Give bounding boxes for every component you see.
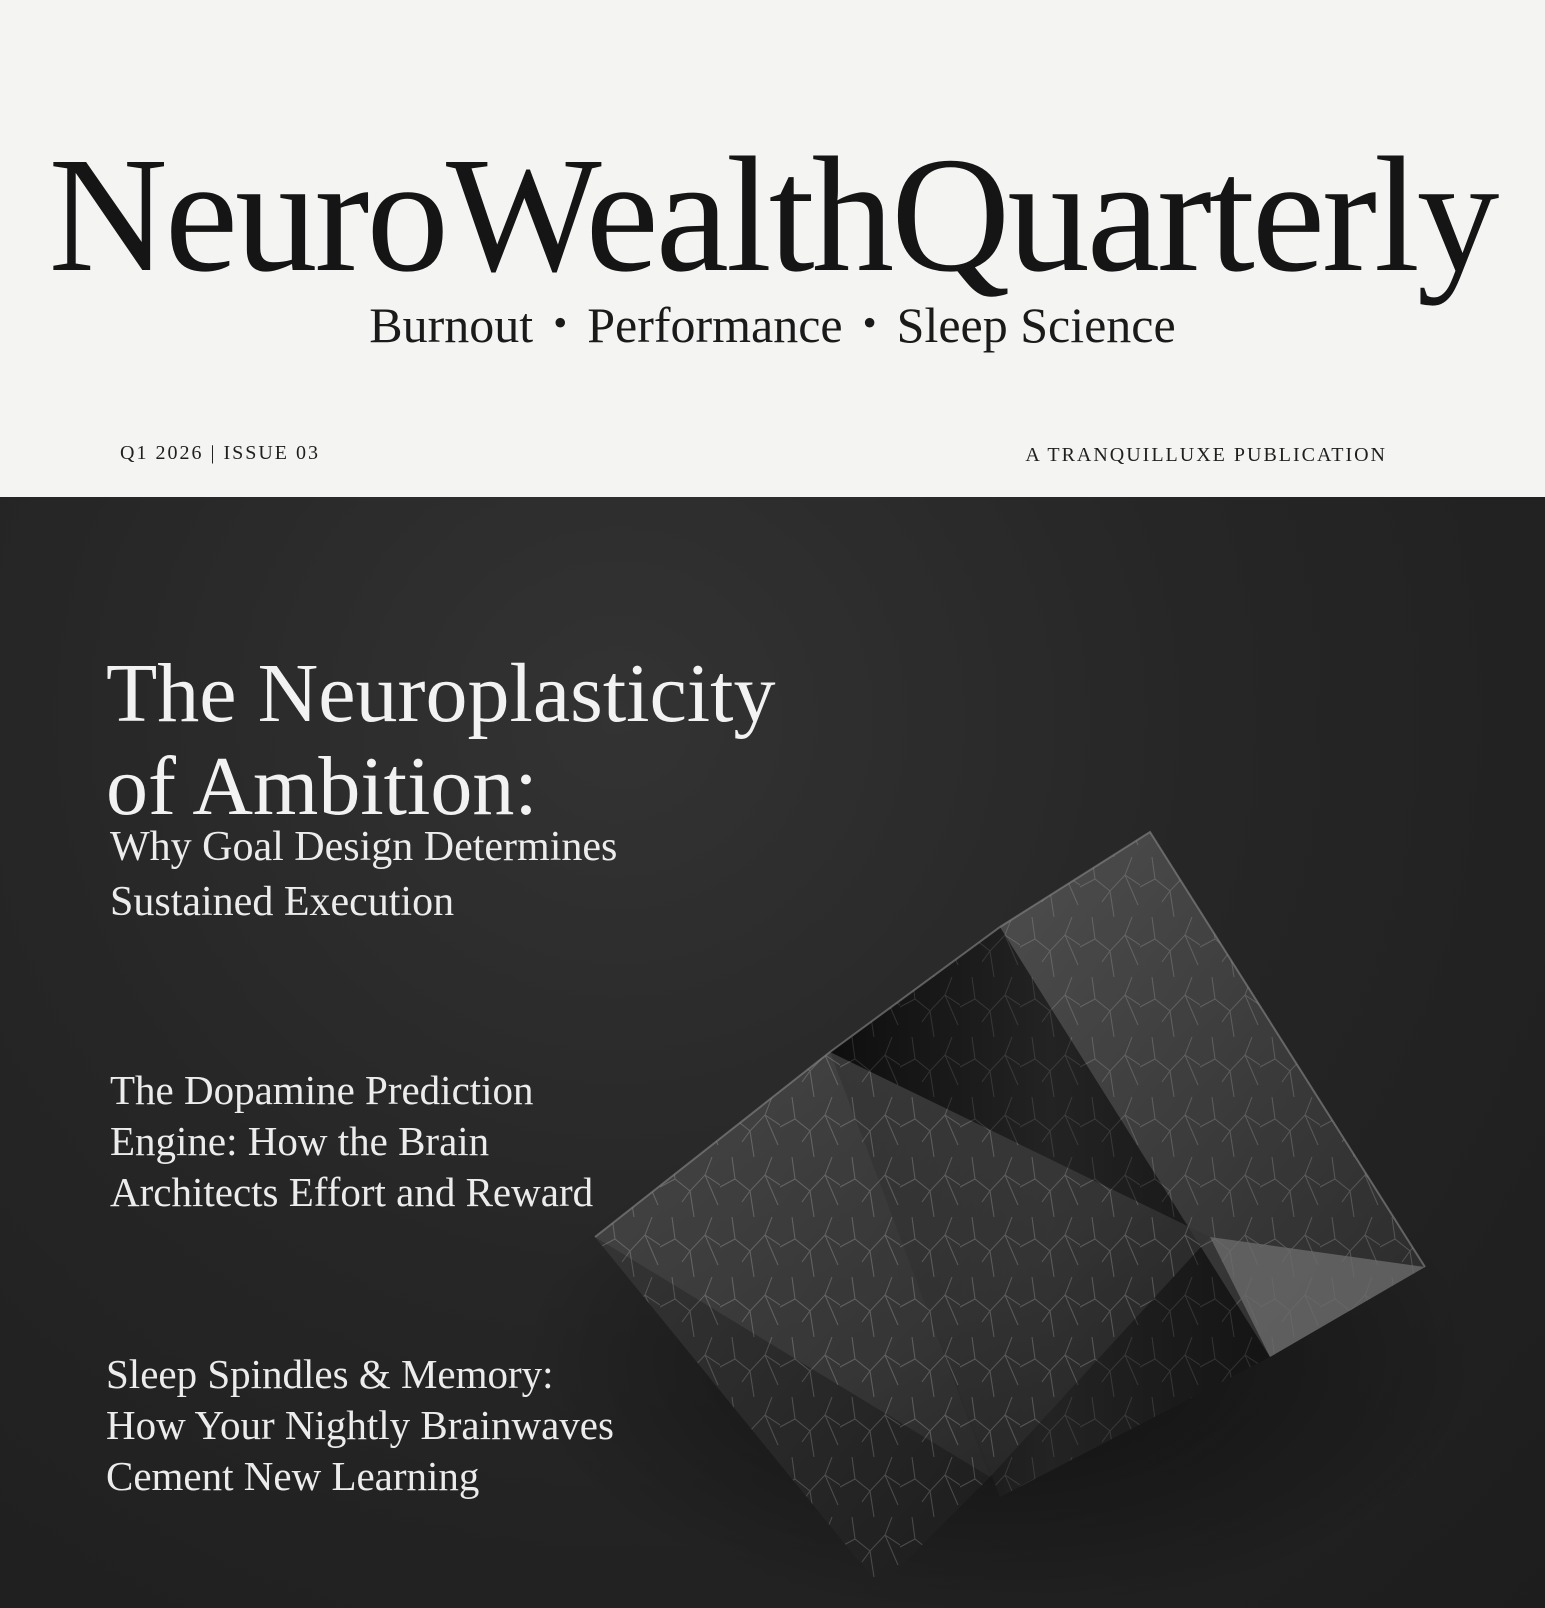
tagline: [0, 297, 1545, 353]
cover-feature: [0, 497, 1545, 1608]
story-teaser-dopamine: The Dopamine Prediction Engine: How the Brain Architects Effort and Reward: [110, 1067, 594, 1215]
story-teaser-sleep-spindles: Sleep Spindles & Memory: How Your Nightly Brainwaves Cement New Learning: [106, 1351, 614, 1499]
cover-headline: [106, 647, 775, 833]
magazine-title: NeuroWealthQuarterly: [48, 123, 1497, 306]
cover-headline-line: of Ambition:: [106, 740, 538, 833]
tagline-separator: •: [553, 300, 568, 345]
tagline-topic-burnout: Burnout: [369, 297, 534, 353]
issue-info: Q1 2026 | ISSUE 03: [120, 442, 321, 464]
tagline-topic-sleep-science: Sleep Science: [896, 297, 1176, 353]
cover-headline-line: The Neuroplasticity: [106, 647, 776, 740]
publisher-line: A TRANQUILLUXE PUBLICATION: [1025, 444, 1387, 466]
tagline-topic-performance: Performance: [587, 297, 843, 353]
tagline-separator: •: [862, 300, 877, 345]
masthead: [0, 0, 1545, 497]
cover-subhead: Why Goal Design Determines Sustained Execution: [110, 824, 618, 925]
